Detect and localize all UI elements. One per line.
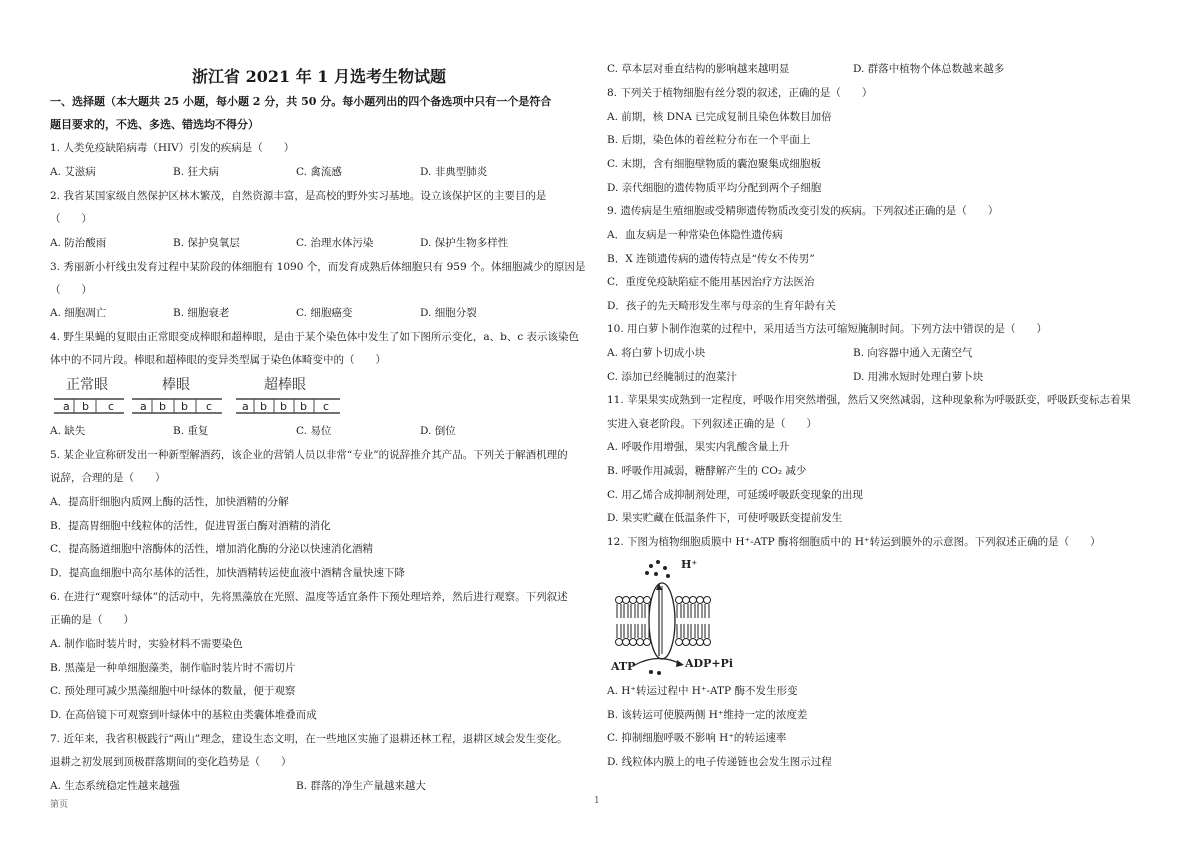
section-heading-line1: 一、选择题（本大题共 25 小题，每小题 2 分，共 50 分。每小题列出的四个备选项中只有一个是符合 [50,95,552,108]
q12-option-a: A. H⁺转运过程中 H⁺-ATP 酶不发生形变 [607,685,798,697]
q8-option-c: C. 末期，含有细胞壁物质的囊泡聚集成细胞板 [607,158,821,170]
q10-option-d: D. 用沸水短时处理白萝卜块 [853,371,984,383]
q2-option-c: C. 治理水体污染 [296,237,374,249]
q7-option-c: C. 草本层对垂直结构的影响越来越明显 [607,63,790,75]
q11-option-d: D. 果实贮藏在低温条件下，可使呼吸跃变提前发生 [607,512,843,524]
q3-option-c: C. 细胞癌变 [296,307,353,319]
q2-option-a: A. 防治酸雨 [50,237,107,249]
q10-options-ab [607,346,1152,360]
superbar-segment-b2: b [280,400,287,413]
adp-label: ADP+Pi [685,657,734,670]
q2-stem-line1: 2. 我省某国家级自然保护区林木繁茂，自然资源丰富，是高校的野外实习基地。设立该保护区的主要目的是 [50,190,547,202]
q5-option-c: C．提高肠道细胞中溶酶体的活性，增加消化酶的分泌以快速消化酒精 [50,543,374,555]
normal-eye-label: 正常眼 [66,377,108,393]
superbar-eye-label: 超棒眼 [264,377,306,393]
q3-options [50,306,588,320]
q2-option-d: D. 保护生物多样性 [420,237,509,249]
superbar-segment-b3: b [300,400,307,413]
q4-stem-line1: 4. 野生果蝇的复眼由正常眼变成棒眼和超棒眼，是由于某个染色体中发生了如下图所示变化，a、b、c 表示该染色 [50,331,580,343]
footer-page-label: 第页 [50,800,69,810]
superbar-segment-b1: b [260,400,267,413]
bar-segment-b2: b [181,400,188,413]
q9-stem: 9. 遗传病是生殖细胞或受精卵遗传物质改变引发的疾病。下列叙述正确的是（ ） [607,205,999,217]
bar-segment-c: c [206,400,213,413]
q4-option-d: D. 倒位 [420,425,456,437]
q2-stem-line2: （ ） [50,213,92,225]
q11-stem-line1: 11. 苹果果实成熟到一定程度，呼吸作用突然增强，然后又突然减弱，这种现象称为呼吸跃变，呼吸跃变标志着果 [607,394,1132,406]
h-ion-label: H⁺ [681,558,698,571]
bar-eye-label: 棒眼 [162,377,190,393]
normal-segment-b: b [82,400,89,413]
q1-option-d: D. 非典型肺炎 [420,166,488,178]
superbar-segment-a: a [242,400,249,413]
q1-option-b: B. 狂犬病 [173,166,219,178]
q2-option-b: B. 保护臭氧层 [173,237,240,249]
bar-segment-a: a [140,400,147,413]
q1-option-a: A. 艾滋病 [50,166,96,178]
q7-stem-line2: 退耕之初发展到顶极群落期间的变化趋势是（ ） [50,756,292,768]
q8-option-b: B. 后期，染色体的着丝粒分布在一个平面上 [607,134,811,146]
q8-option-a: A. 前期，核 DNA 已完成复制且染色体数目加倍 [607,111,832,123]
q10-option-a: A. 将白萝卜切成小块 [607,347,706,359]
q10-option-c: C. 添加已经腌制过的泡菜汁 [607,371,737,383]
q2-options [50,236,588,250]
q3-option-d: D. 细胞分裂 [420,307,477,319]
q1-options [50,165,588,179]
q7-option-d: D. 群落中植物个体总数越来越多 [853,63,1005,75]
normal-eye-segments [54,396,124,418]
q6-option-c: C. 预处理可减少黑藻细胞中叶绿体的数量，便于观察 [50,685,296,697]
q9-option-b: B．X 连锁遗传病的遗传特点是“传女不传男” [607,253,815,265]
bar-eye-segments [132,396,222,418]
q12-option-c: C. 抑制细胞呼吸不影响 H⁺的转运速率 [607,732,787,744]
q6-option-d: D. 在高倍镜下可观察到叶绿体中的基粒由类囊体堆叠而成 [50,709,317,721]
q8-stem: 8. 下列关于植物细胞有丝分裂的叙述，正确的是（ ） [607,87,873,99]
q3-option-b: B. 细胞衰老 [173,307,230,319]
q10-stem: 10. 用白萝卜制作泡菜的过程中，采用适当方法可缩短腌制时间。下列方法中错误的是（ ） [607,323,1048,335]
q9-option-c: C．重度免疫缺陷症不能用基因治疗方法医治 [607,276,815,288]
q4-stem-line2: 体中的不同片段。棒眼和超棒眼的变异类型属于染色体畸变中的（ ） [50,354,386,366]
q12-option-d: D. 线粒体内膜上的电子传递链也会发生图示过程 [607,756,832,768]
q7-options-cd [607,62,1152,76]
q10-options-cd [607,370,1152,384]
membrane-pump-diagram [607,556,777,676]
q12-stem: 12. 下图为植物细胞质膜中 H⁺-ATP 酶将细胞质中的 H⁺转运到膜外的示意图。下列叙述正确的是（ ） [607,536,1101,548]
q5-stem-line1: 5. 某企业宣称研发出一种新型解酒药，该企业的营销人员以非常“专业”的说辞推介其产品。下列关于解酒机理的 [50,449,568,461]
q4-option-c: C. 易位 [296,425,332,437]
q11-option-c: C. 用乙烯合成抑制剂处理，可延缓呼吸跃变现象的出现 [607,489,863,501]
q6-stem-line1: 6. 在进行“观察叶绿体”的活动中，先将黑藻放在光照、温度等适宜条件下预处理培养，然后进行观察。下列叙述 [50,591,568,603]
superbar-eye-segments [236,396,340,418]
q5-option-b: B．提高胃细胞中线粒体的活性，促进胃蛋白酶对酒精的消化 [50,520,331,532]
q6-option-b: B. 黑藻是一种单细胞藻类，制作临时装片时不需切片 [50,662,296,674]
normal-segment-c: c [108,400,115,413]
bar-segment-b1: b [159,400,166,413]
q12-option-b: B. 该转运可使膜两侧 H⁺维持一定的浓度差 [607,709,808,721]
q9-option-d: D．孩子的先天畸形发生率与母亲的生育年龄有关 [607,300,836,312]
q5-stem-line2: 说辞，合理的是（ ） [50,472,166,484]
atp-label: ATP [611,660,636,673]
q9-option-a: A．血友病是一种常染色体隐性遗传病 [607,229,783,241]
normal-segment-a: a [63,400,70,413]
footer-page-number: 1 [594,796,600,806]
q6-stem-line2: 正确的是（ ） [50,614,134,626]
q10-option-b: B. 向容器中通入无菌空气 [853,347,973,359]
q8-option-d: D. 亲代细胞的遗传物质平均分配到两个子细胞 [607,182,822,194]
q3-stem-line2: （ ） [50,284,92,296]
q11-stem-line2: 实进入衰老阶段。下列叙述正确的是（ ） [607,418,817,430]
superbar-segment-c: c [323,400,330,413]
q1-stem: 1. 人类免疫缺陷病毒（HIV）引发的疾病是（ ） [50,142,295,154]
q4-option-b: B. 重复 [173,425,209,437]
q4-options [50,424,588,438]
page-title: 浙江省 2021 年 1 月选考生物试题 [192,67,446,86]
q7-stem-line1: 7. 近年来，我省积极践行“两山”理念，建设生态文明，在一些地区实施了退耕还林工程，退耕区域会发生变化。 [50,733,568,745]
q3-stem-line1: 3. 秀丽新小杆线虫发育过程中某阶段的体细胞有 1090 个，而发育成熟后体细胞只有 959 个。体细胞减少的原因是 [50,261,586,273]
q7-option-b: B. 群落的净生产量越来越大 [296,780,426,792]
q4-option-a: A. 缺失 [50,425,86,437]
q3-option-a: A. 细胞凋亡 [50,307,107,319]
section-heading-line2: 题目要求的，不选、多选、错选均不得分） [50,118,259,131]
membrane-pump-figure [607,556,777,676]
q7-option-a: A. 生态系统稳定性越来越强 [50,780,180,792]
q1-option-c: C. 禽流感 [296,166,342,178]
q11-option-b: B. 呼吸作用减弱，糖酵解产生的 CO₂ 减少 [607,465,807,477]
q11-option-a: A. 呼吸作用增强，果实内乳酸含量上升 [607,441,790,453]
q7-options-ab [50,779,588,793]
q5-option-a: A．提高肝细胞内质网上酶的活性，加快酒精的分解 [50,496,289,508]
q6-option-a: A. 制作临时装片时，实验材料不需要染色 [50,638,243,650]
q5-option-d: D．提高血细胞中高尔基体的活性，加快酒精转运使血液中酒精含量快速下降 [50,567,405,579]
